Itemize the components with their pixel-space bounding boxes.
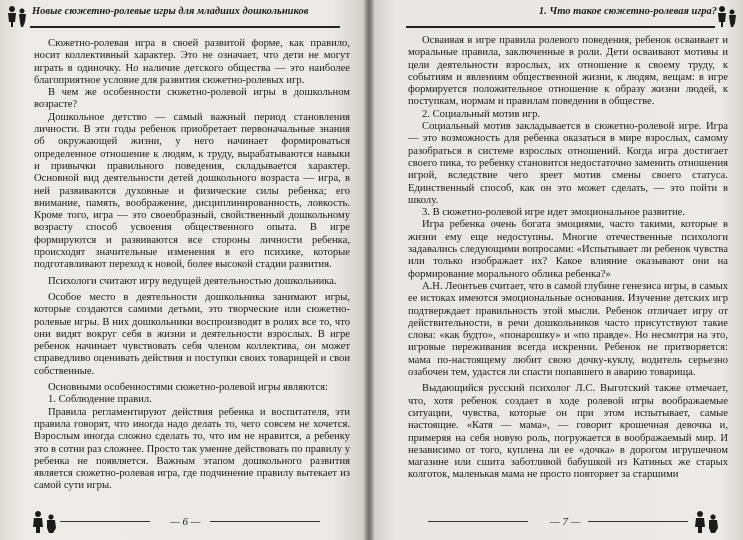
right-footer-rule	[588, 521, 688, 522]
children-silhouette-icon	[713, 4, 739, 28]
right-footer-rule	[428, 521, 528, 522]
paragraph: Осваивая в игре правила ролевого поведения, ребенок осваивает и моральные правила, заключенные в роли. Дети осваивают мотивы и цели деятельности взрослых, их отношение к своему труду, к событиям и явлениям общественной жизни, к людям, вещам: в игре формируется положительное отношение к образу жизни людей, к поступкам, нормам и правилам поведения в обществе.	[408, 35, 728, 108]
paragraph: Особое место в деятельности дошкольника занимают игры, которые создаются самими детьми, это творческие или сюжетно-ролевые игры. В них дошкольники воспроизводят в ролях все то, что они видят вокруг себя в жизни и деятельности взрослых. В игре ребенок начинает чувствовать себя членом коллектива, он может справедливо оценивать действия и поступки своих товарищей и свои собственные.	[34, 291, 350, 377]
children-silhouette-icon	[4, 4, 30, 28]
paragraph: Основными особенностями сюжетно-ролевой игры являются:	[48, 382, 328, 394]
children-playing-icon	[691, 508, 721, 534]
left-header-rule	[30, 26, 340, 28]
book-gutter	[364, 0, 374, 540]
paragraph: Выдающийся русский психолог Л.С. Выготский также отмечает, что, хотя ребенок создает в ходе ролевой игры воображаемые ситуации, чувства, которые он при этом испытывает, самые настоящие. «Катя — мама», — говорит крошечная девочка и, примеряя на себя новую роль, погружается в воображаемый мир. И независимо от того, куплена ли ее «дочка» в дорогом игрушечном магазине или сшита заботливой бабушкой из Катиных же старых колготок, маленькая мама не просто повторяет за старшими	[408, 383, 728, 481]
paragraph: Игра ребенка очень богата эмоциями, часто такими, которые в жизни ему еще недоступны. Многие отечественные психологи задавались следующими вопросами: «Испытывает ли ребенок чувства или только изображает их? Какое влияние оказывают они на формирование морального облика ребенка?»	[408, 219, 728, 280]
paragraph: В чем же особенности сюжетно-ролевой игры в дошкольном возрасте?	[34, 87, 350, 111]
left-page-number: — 6 —	[170, 516, 201, 528]
paragraph: Сюжетно-ролевая игра в своей развитой форме, как правило, носит коллективный характер. Это не означает, что дети не могут играть в одиночку. Но наличие детского общества — это наиболее благоприятное условие для развития сюжетно-ролевых игр.	[34, 38, 350, 86]
paragraph: Дошкольное детство — самый важный период становления личности. В эти годы ребенок приобретает первоначальные знания об окружающей жизни, у него начинает формироваться определенное отношение к людям, к труду, вырабатываются навыки и привычки правильного поведения, складывается характер. Основной вид деятельности детей дошкольного возраста — игра, в ней развиваются духовные и физические силы ребенка; его внимание, память, воображение, дисциплинированность, ловкость. Кроме того, игра — это своеобразный, свойственный дошкольному возрасту способ усвоения общественного опыта. В игре формируются и развиваются все стороны личности ребенка, происходят значительные изменения в его психике, которые подготавливают переход к новой, более высокой стадии развития.	[34, 111, 350, 271]
paragraph: 1. Соблюдение правил.	[48, 394, 152, 406]
paragraph: Социальный мотив закладывается в сюжетно-ролевой игре. Игра — это возможность для ребенка оказаться в мире взрослых, самому разобраться в системе взрослых отношений. Когда игра достигает своего пика, то ребенку становится недостаточно заменить отношения игрой, вследствие чего зреет мотив смены своего статуса. Единственный способ, как он это может сделать, — это пойти в школу.	[408, 121, 728, 206]
paragraph: Правила регламентируют действия ребенка и воспитателя, эти правила говорят, что иногда надо делать то, чего совсем не хочется. Взрослым иногда сложно сделать то, что им не нравится, а ребенку это в сотни раз сложнее. Просто так умение действовать по правилу у ребенка не появляется. Важным этапом дошкольного развития является сюжетно-ролевая игра, где подчинение правилу вытекает из самой сути игры.	[34, 406, 351, 492]
right-running-head: 1. Что такое сюжетно-ролевая игра?	[538, 6, 717, 17]
right-page-number: — 7 —	[550, 516, 581, 528]
left-page	[0, 0, 368, 540]
left-footer-rule	[60, 521, 150, 522]
left-footer-rule	[210, 521, 320, 522]
paragraph: А.Н. Леонтьев считает, что в самой глубине генезиса игры, в самых ее истоках имеются эмоциональные основания. Изучение детских игр подтверждает правильность этой мысли. Ребенок отличает игру от действительности, в речи дошкольников часто присутствуют такие слова: «как будто», «понарошку» и «по правде». Но несмотря на это, игровые переживания всегда искренни. Ребенок не притворяется: мама по-настоящему любит свою дочку-куклу, водитель серьезно озабочен тем, удастся ли спасти попавшего в аварию товарища.	[408, 280, 728, 379]
paragraph: Психологи считают игру ведущей деятельностью дошкольника.	[48, 275, 337, 287]
right-page	[368, 0, 743, 540]
right-body-text	[408, 35, 728, 482]
paragraph: 2. Социальный мотив игр.	[422, 108, 541, 120]
left-running-head: Новые сюжетно-ролевые игры для младших дошкольников	[32, 6, 309, 17]
left-body-text	[34, 38, 350, 493]
right-header-rule	[406, 26, 715, 28]
children-playing-icon	[30, 508, 60, 534]
paragraph: 3. В сюжетно-ролевой игре идет эмоциональное развитие.	[422, 207, 685, 219]
